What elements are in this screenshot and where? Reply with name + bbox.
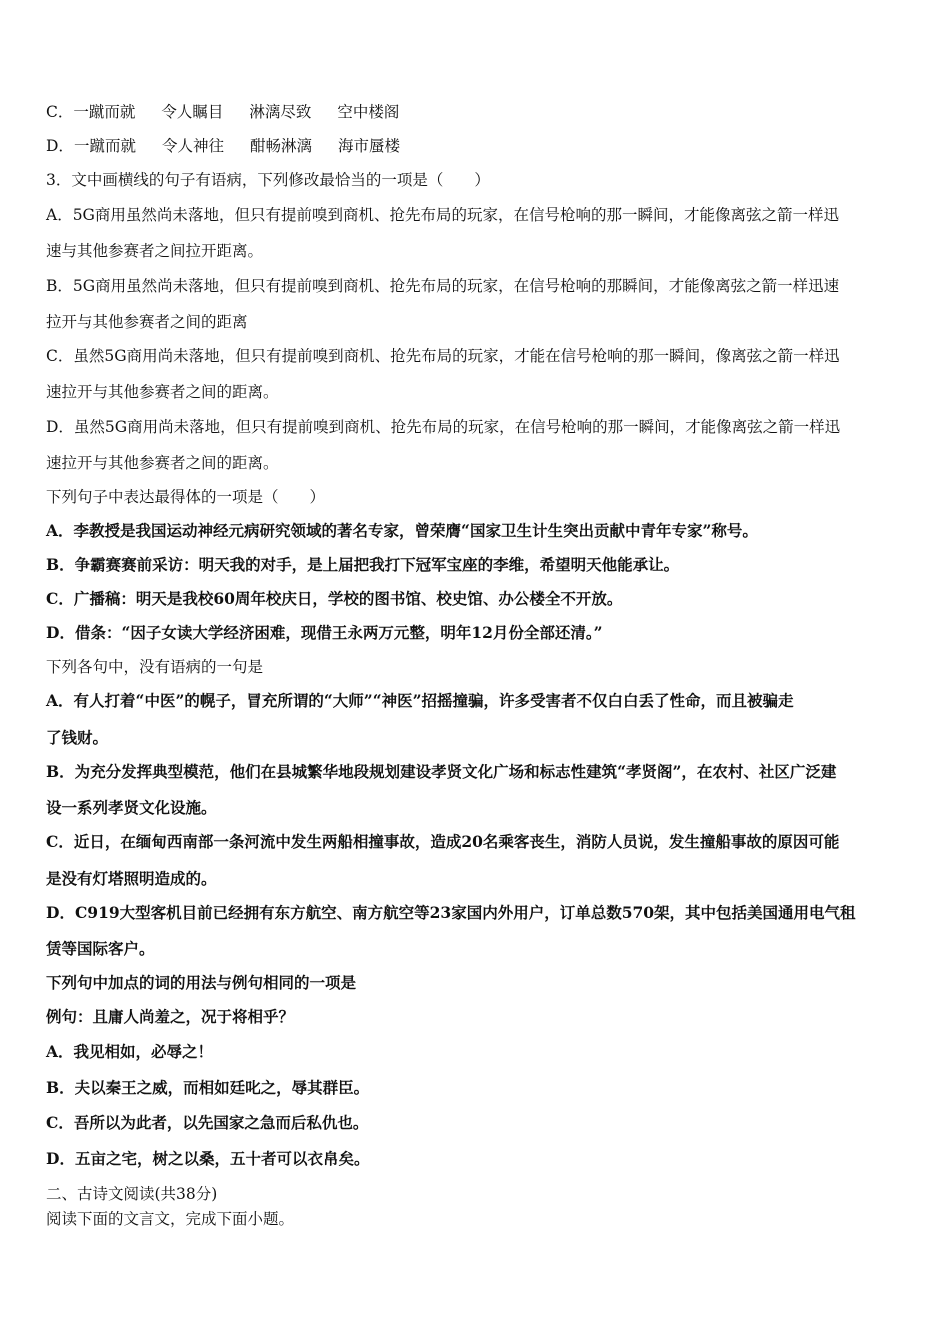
q5-line: D．C919大型客机目前已经拥有东方航空、南方航空等23家国内外用户，订单总数570架，其中包括美国通用电气租 xyxy=(46,903,856,922)
option-label: D． xyxy=(46,137,74,155)
option-word: 空中楼阁 xyxy=(337,103,400,121)
q5-line: 了钱财。 xyxy=(46,728,109,747)
option-word: 淋漓尽致 xyxy=(249,103,312,121)
option-word: 令人神往 xyxy=(161,137,224,155)
q2-option-d xyxy=(46,136,400,156)
q4-option-d: D．借条：“因子女读大学经济困难，现借王永两万元整，明年12月份全部还清。” xyxy=(46,623,603,642)
q3-line: 拉开与其他参赛者之间的距离 xyxy=(46,313,248,331)
q6-stem: 下列句中加点的词的用法与例句相同的一项是 xyxy=(46,973,357,992)
q3-line: A．5G商用虽然尚未落地，但只有提前嗅到商机、抢先布局的玩家，在信号枪响的那一瞬间，才能像离弦之箭一样迅 xyxy=(46,206,839,224)
q6-option-b: B．夫以秦王之威，而相如廷叱之，辱其群臣。 xyxy=(46,1078,370,1097)
option-word: 海市蜃楼 xyxy=(337,137,400,155)
q3-line: C．虽然5G商用尚未落地，但只有提前嗅到商机、抢先布局的玩家，才能在信号枪响的那一瞬间，像离弦之箭一样迅 xyxy=(46,347,840,365)
option-word: 一蹴而就 xyxy=(73,137,136,155)
section-intro: 阅读下面的文言文，完成下面小题。 xyxy=(46,1210,295,1228)
section-title: 二、古诗文阅读(共38分) xyxy=(46,1185,218,1203)
q6-option-d: D．五亩之宅，树之以桑，五十者可以衣帛矣。 xyxy=(46,1149,370,1168)
option-word: 令人瞩目 xyxy=(161,103,224,121)
q5-line: 赁等国际客户。 xyxy=(46,939,155,958)
q4-option-c: C．广播稿：明天是我校60周年校庆日，学校的图书馆、校史馆、办公楼全不开放。 xyxy=(46,589,623,608)
q4-option-b: B．争霸赛赛前采访：明天我的对手，是上届把我打下冠军宝座的李维，希望明天他能承让。 xyxy=(46,555,680,574)
q3-line: 速拉开与其他参赛者之间的距离。 xyxy=(46,383,279,401)
q4-option-a: A．李教授是我国运动神经元病研究领域的著名专家，曾荣膺“国家卫生计生突出贡献中青年专家”称号。 xyxy=(46,521,758,540)
q5-line: C．近日，在缅甸西南部一条河流中发生两船相撞事故，造成20名乘客丧生，消防人员说，发生撞船事故的原因可能 xyxy=(46,832,840,851)
option-word: 酣畅淋漓 xyxy=(249,137,312,155)
option-label: C． xyxy=(46,103,74,121)
q5-line: B．为充分发挥典型模范，他们在县城繁华地段规划建设孝贤文化广场和标志性建筑“孝贤阁”，在农村、社区广泛建 xyxy=(46,762,837,781)
q3-stem: 3．文中画横线的句子有语病，下列修改最恰当的一项是（ ） xyxy=(46,171,490,189)
q6-option-c: C．吾所以为此者，以先国家之急而后私仇也。 xyxy=(46,1113,369,1132)
q3-line: 速与其他参赛者之间拉开距离。 xyxy=(46,242,264,260)
q3-line: D．虽然5G商用尚未落地，但只有提前嗅到商机、抢先布局的玩家，在信号枪响的那一瞬间，才能像离弦之箭一样迅 xyxy=(46,418,841,436)
q6-option-a: A．我见相如，必辱之！ xyxy=(46,1042,214,1061)
q2-option-c xyxy=(46,102,399,122)
q6-example: 例句：且庸人尚羞之，况于将相乎？ xyxy=(46,1007,295,1026)
q5-line: 设一系列孝贤文化设施。 xyxy=(46,798,217,817)
q5-line: A．有人打着“中医”的幌子，冒充所谓的“大师”“神医”招摇撞骗，许多受害者不仅白白丢了性命，而且被骗走 xyxy=(46,691,794,710)
q3-line: 速拉开与其他参赛者之间的距离。 xyxy=(46,454,279,472)
q3-line: B．5G商用虽然尚未落地，但只有提前嗅到商机、抢先布局的玩家，在信号枪响的那瞬间，才能像离弦之箭一样迅速 xyxy=(46,277,840,295)
option-word: 一蹴而就 xyxy=(73,103,136,121)
q5-line: 是没有灯塔照明造成的。 xyxy=(46,869,217,888)
q5-stem: 下列各句中，没有语病的一句是 xyxy=(46,658,264,676)
q4-stem: 下列句子中表达最得体的一项是（ ） xyxy=(46,488,326,506)
